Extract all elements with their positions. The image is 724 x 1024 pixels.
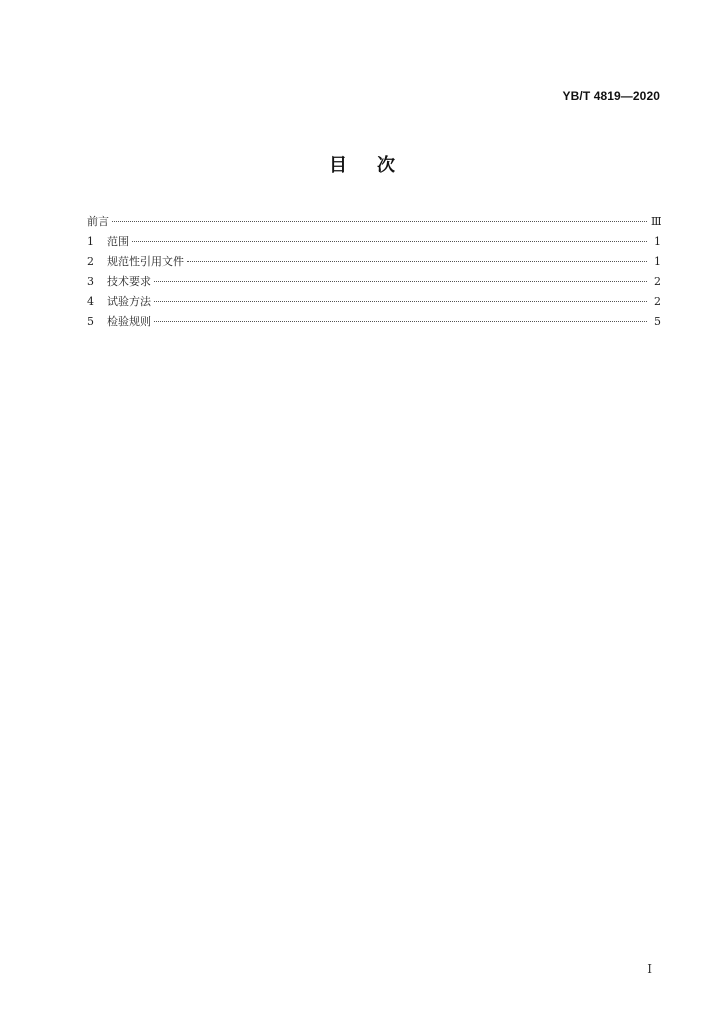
toc-title: 目次 (329, 155, 425, 176)
toc-entry-normative-references[interactable] (87, 252, 661, 272)
toc-dot-leader (154, 299, 647, 302)
toc-entry-number: 1 (87, 235, 94, 248)
toc-entry-number: 5 (87, 315, 94, 328)
toc-entry-page: 2 (654, 275, 661, 288)
toc-entry-test-methods[interactable] (87, 292, 661, 312)
toc-entry-label: 前言 (87, 215, 109, 228)
toc-dot-leader (154, 279, 647, 282)
toc-entry-scope[interactable] (87, 232, 661, 252)
toc-entry-foreword[interactable] (87, 212, 661, 232)
standard-code: YB/T 4819—2020 (562, 89, 660, 103)
toc-entry-label: 检验规则 (107, 315, 151, 328)
toc-entry-page: Ⅲ (651, 215, 662, 228)
toc-entry-label: 规范性引用文件 (107, 255, 184, 268)
toc-entry-label: 试验方法 (107, 295, 151, 308)
toc-entry-number: 2 (87, 255, 94, 268)
toc-dot-leader (154, 319, 647, 322)
toc-entry-page: 5 (654, 315, 661, 328)
toc-entry-page: 2 (654, 295, 661, 308)
page-number: Ⅰ (647, 962, 652, 976)
toc-entry-page: 1 (654, 255, 661, 268)
toc-entry-inspection-rules[interactable] (87, 312, 661, 332)
toc-entry-label: 范围 (107, 235, 129, 248)
toc-dot-leader (187, 259, 647, 262)
toc-dot-leader (132, 239, 647, 242)
toc-dot-leader (112, 219, 647, 222)
toc-entry-number: 3 (87, 275, 94, 288)
toc-entry-page: 1 (654, 235, 661, 248)
table-of-contents (87, 212, 661, 332)
toc-entry-label: 技术要求 (107, 275, 151, 288)
toc-entry-technical-requirements[interactable] (87, 272, 661, 292)
toc-entry-number: 4 (87, 295, 94, 308)
